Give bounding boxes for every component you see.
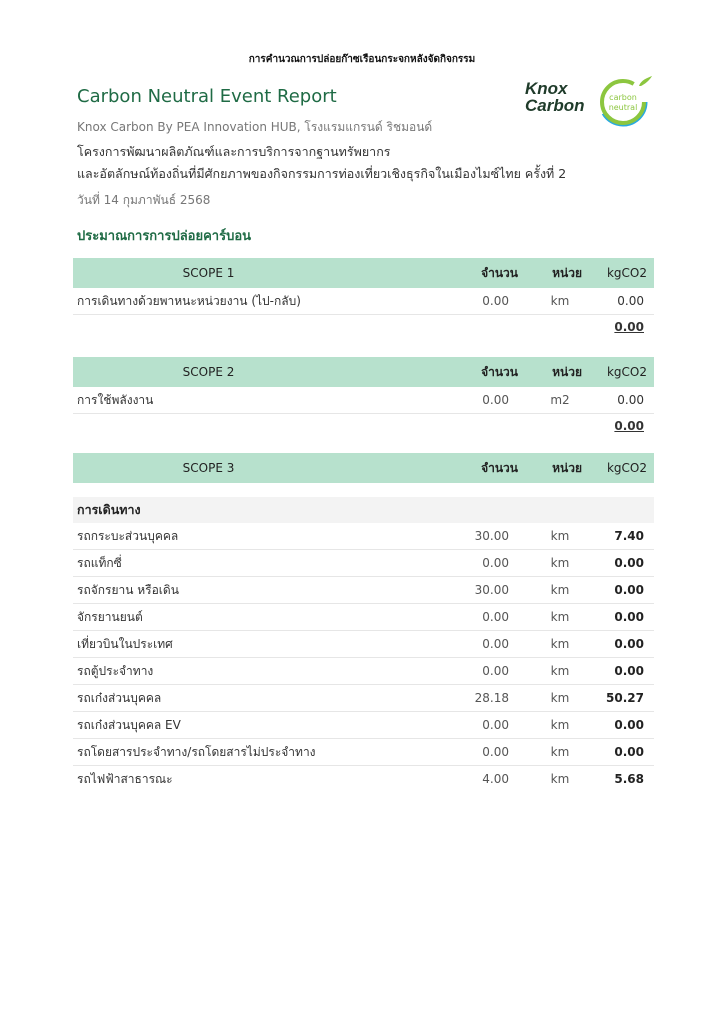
row-name: รถโดยสารประจำทาง/รถโดยสารไม่ประจำทาง xyxy=(77,744,316,759)
row-qty: 30.00 xyxy=(474,583,509,597)
project-title-line-1: โครงการพัฒนาผลิตภัณฑ์และการบริการจากฐานทรัพยากร xyxy=(77,144,391,159)
carbon-neutral-badge-icon xyxy=(597,72,653,128)
report-title: Carbon Neutral Event Report xyxy=(77,86,337,107)
table-row xyxy=(73,685,654,712)
row-unit: km xyxy=(550,664,570,678)
col-qty: จำนวน xyxy=(481,265,518,280)
row-name: รถไฟฟ้าสาธารณะ xyxy=(77,771,173,786)
row-co2: 0.00 xyxy=(617,294,644,308)
row-qty: 4.00 xyxy=(482,772,509,786)
row-qty: 0.00 xyxy=(482,745,509,759)
scope1-header xyxy=(73,258,654,288)
table-row xyxy=(73,658,654,685)
table-row xyxy=(73,387,654,414)
row-qty: 0.00 xyxy=(482,664,509,678)
row-co2: 5.68 xyxy=(614,772,644,786)
row-unit: km xyxy=(550,718,570,732)
col-co2: kgCO2 xyxy=(606,365,647,379)
row-co2: 50.27 xyxy=(606,691,644,705)
row-name: รถกระบะส่วนบุคคล xyxy=(77,528,179,543)
row-name: เที่ยวบินในประเทศ xyxy=(77,636,173,651)
row-name: รถเก๋งส่วนบุคคล xyxy=(77,690,162,705)
row-qty: 28.18 xyxy=(474,691,509,705)
col-qty: จำนวน xyxy=(481,460,518,475)
col-qty: จำนวน xyxy=(481,364,518,379)
row-name: รถแท็กซี่ xyxy=(77,555,122,570)
scope-title: SCOPE 1 xyxy=(182,266,235,280)
row-unit: km xyxy=(550,610,570,624)
row-name: รถเก๋งส่วนบุคคล EV xyxy=(77,717,181,732)
col-unit: หน่วย xyxy=(552,460,582,475)
scope2-total: 0.00 xyxy=(614,419,644,433)
scope-title: SCOPE 2 xyxy=(182,365,235,379)
table-row xyxy=(73,712,654,739)
scope1-table xyxy=(73,258,654,339)
row-co2: 0.00 xyxy=(614,745,644,759)
row-name: รถตู้ประจำทาง xyxy=(77,663,154,678)
row-qty: 0.00 xyxy=(482,718,509,732)
category-travel: การเดินทาง xyxy=(73,497,654,523)
logo-line-2: Carbon xyxy=(525,96,585,115)
table-row xyxy=(73,550,654,577)
row-qty: 0.00 xyxy=(482,393,509,407)
scope1-total: 0.00 xyxy=(614,320,644,334)
col-unit: หน่วย xyxy=(552,265,582,280)
row-unit: m2 xyxy=(550,393,570,407)
project-title-line-2: และอัตลักษณ์ท้องถิ่นที่มีศักยภาพของกิจกรรมการท่องเที่ยวเชิงธุรกิจในเมืองไมซ์ไทย ครั้งที่ 2 xyxy=(77,166,567,181)
knox-carbon-logo xyxy=(525,72,670,132)
row-unit: km xyxy=(550,637,570,651)
scope3-table xyxy=(73,453,654,792)
row-qty: 0.00 xyxy=(482,294,509,308)
row-name: การเดินทางด้วยพาหนะหน่วยงาน (ไป-กลับ) xyxy=(77,293,301,308)
logo-line-1: Knox xyxy=(525,79,568,98)
table-row xyxy=(73,577,654,604)
table-row xyxy=(73,631,654,658)
col-unit: หน่วย xyxy=(552,364,582,379)
row-qty: 0.00 xyxy=(482,610,509,624)
logo-wordmark xyxy=(525,80,585,114)
row-co2: 0.00 xyxy=(614,610,644,624)
row-qty: 30.00 xyxy=(474,529,509,543)
table-row xyxy=(73,739,654,766)
svg-text:neutral: neutral xyxy=(608,103,638,112)
row-unit: km xyxy=(550,745,570,759)
scope-title: SCOPE 3 xyxy=(182,461,235,475)
table-row xyxy=(73,288,654,315)
svg-text:carbon: carbon xyxy=(609,93,637,102)
row-qty: 0.00 xyxy=(482,637,509,651)
col-co2: kgCO2 xyxy=(606,461,647,475)
report-subtitle: Knox Carbon By PEA Innovation HUB, โรงแรมแกรนด์ ริชมอนด์ xyxy=(77,120,433,134)
scope3-header xyxy=(73,453,654,483)
row-name: จักรยานยนต์ xyxy=(77,609,143,624)
event-date: วันที่ 14 กุมภาพันธ์ 2568 xyxy=(77,193,211,207)
row-co2: 0.00 xyxy=(614,637,644,651)
table-row xyxy=(73,604,654,631)
row-qty: 0.00 xyxy=(482,556,509,570)
table-row xyxy=(73,523,654,550)
row-unit: km xyxy=(550,556,570,570)
section-heading: ประมาณการการปล่อยคาร์บอน xyxy=(77,229,252,244)
row-co2: 0.00 xyxy=(614,583,644,597)
row-co2: 0.00 xyxy=(614,556,644,570)
row-unit: km xyxy=(550,772,570,786)
col-co2: kgCO2 xyxy=(606,266,647,280)
row-co2: 0.00 xyxy=(614,664,644,678)
table-row xyxy=(73,766,654,792)
row-co2: 7.40 xyxy=(614,529,644,543)
row-unit: km xyxy=(550,691,570,705)
page-top-title: การคำนวณการปล่อยก๊าซเรือนกระจกหลังจัดกิจกรรม xyxy=(248,54,476,65)
row-unit: km xyxy=(550,529,570,543)
row-co2: 0.00 xyxy=(617,393,644,407)
row-name: การใช้พลังงาน xyxy=(77,392,154,407)
scope2-header xyxy=(73,357,654,387)
row-co2: 0.00 xyxy=(614,718,644,732)
scope2-table xyxy=(73,357,654,438)
row-name: รถจักรยาน หรือเดิน xyxy=(77,582,179,597)
row-unit: km xyxy=(550,294,570,308)
row-unit: km xyxy=(550,583,570,597)
